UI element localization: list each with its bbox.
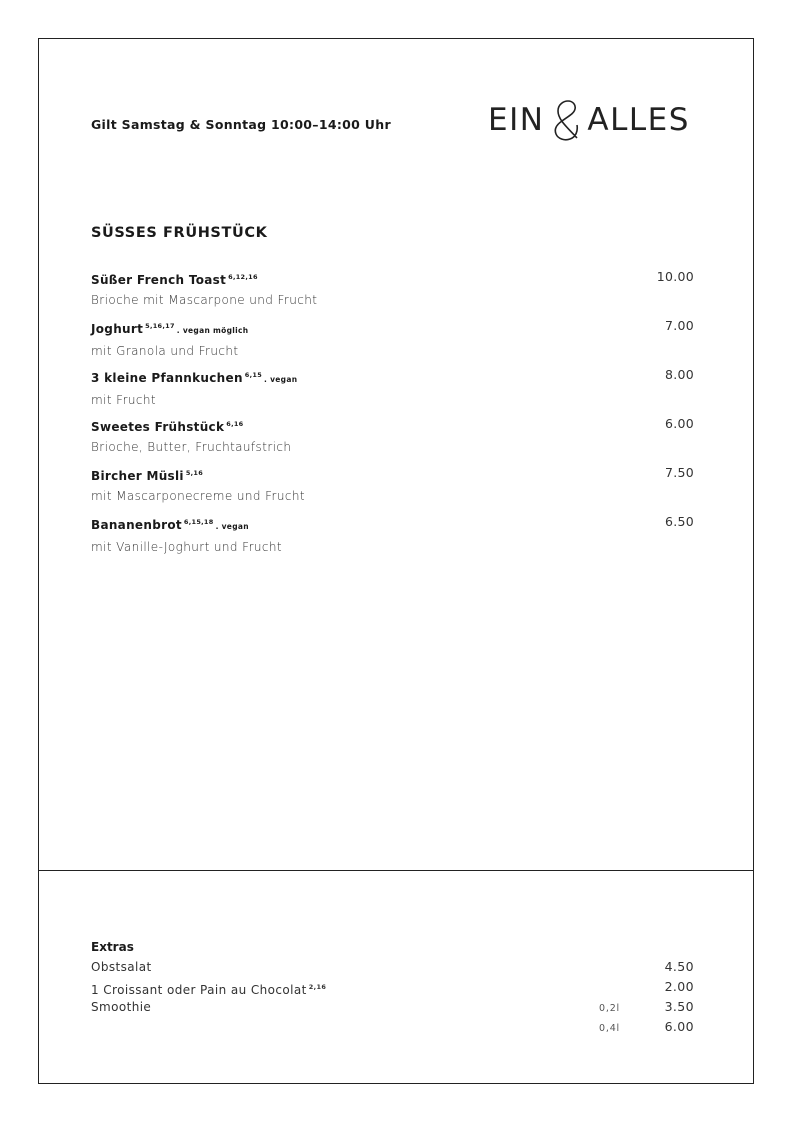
item-price: 6.50 xyxy=(664,514,694,529)
item-price: 7.00 xyxy=(664,318,694,333)
item-name: 3 kleine Pfannkuchen xyxy=(91,371,243,385)
extra-price: 6.00 xyxy=(664,1019,694,1034)
item-note: . vegan möglich xyxy=(176,326,249,335)
item-name: Bircher Müsli xyxy=(91,469,184,483)
item-name: Süßer French Toast xyxy=(91,273,227,287)
item-price: 7.50 xyxy=(664,465,694,480)
item-price: 6.00 xyxy=(664,416,694,431)
extra-price: 3.50 xyxy=(664,999,694,1014)
extra-price: 4.50 xyxy=(664,959,694,974)
extra-allergens: 2,16 xyxy=(308,983,327,991)
item-allergens: 5,16,17 xyxy=(145,322,175,330)
item-description: Brioche, Butter, Fruchtaufstrich xyxy=(91,440,292,454)
item-description: mit Granola und Frucht xyxy=(91,344,239,358)
item-note: . vegan xyxy=(264,375,298,384)
item-name: Sweetes Frühstück xyxy=(91,420,225,434)
item-allergens: 6,15 xyxy=(244,371,263,379)
extras-row xyxy=(91,959,694,979)
item-price: 10.00 xyxy=(656,269,694,284)
item-allergens: 6,16 xyxy=(226,420,244,428)
item-description: mit Frucht xyxy=(91,393,157,407)
menu-item xyxy=(91,318,694,367)
logo-text-right: ALLES xyxy=(587,102,690,138)
extras-row xyxy=(91,999,694,1019)
extras-section xyxy=(91,939,694,1039)
extra-name: 1 Croissant oder Pain au Chocolat xyxy=(91,983,307,997)
extra-name: Smoothie xyxy=(91,1000,152,1014)
extra-price: 2.00 xyxy=(664,979,694,994)
menu-item xyxy=(91,416,694,465)
extras-row xyxy=(91,1019,694,1039)
item-description: Brioche mit Mascarpone und Frucht xyxy=(91,293,318,307)
item-note: . vegan xyxy=(215,522,249,531)
extra-size: 0,4l xyxy=(599,1023,620,1034)
item-description: mit Mascarponecreme und Frucht xyxy=(91,489,305,503)
menu-item xyxy=(91,465,694,514)
ampersand-icon xyxy=(550,98,584,142)
menu-item xyxy=(91,514,694,563)
extra-size: 0,2l xyxy=(599,1003,620,1014)
item-allergens: 5,16 xyxy=(185,469,204,477)
logo-text-left: EIN xyxy=(488,102,545,138)
extras-row xyxy=(91,979,694,999)
item-name: Joghurt xyxy=(91,322,144,336)
menu-item xyxy=(91,367,694,416)
menu-item xyxy=(91,269,694,318)
item-description: mit Vanille-Joghurt und Frucht xyxy=(91,540,283,554)
item-allergens: 6,12,16 xyxy=(228,273,258,281)
extra-name: Obstsalat xyxy=(91,960,152,974)
section-title: SÜSSES FRÜHSTÜCK xyxy=(91,225,268,241)
item-name: Bananenbrot xyxy=(91,518,182,532)
brand-logo xyxy=(488,98,690,142)
menu-list xyxy=(91,269,694,563)
item-allergens: 6,15,18 xyxy=(183,518,214,526)
extras-divider xyxy=(38,870,754,871)
item-price: 8.00 xyxy=(664,367,694,382)
validity-note: Gilt Samstag & Sonntag 10:00–14:00 Uhr xyxy=(91,117,391,132)
extras-title: Extras xyxy=(91,940,134,954)
